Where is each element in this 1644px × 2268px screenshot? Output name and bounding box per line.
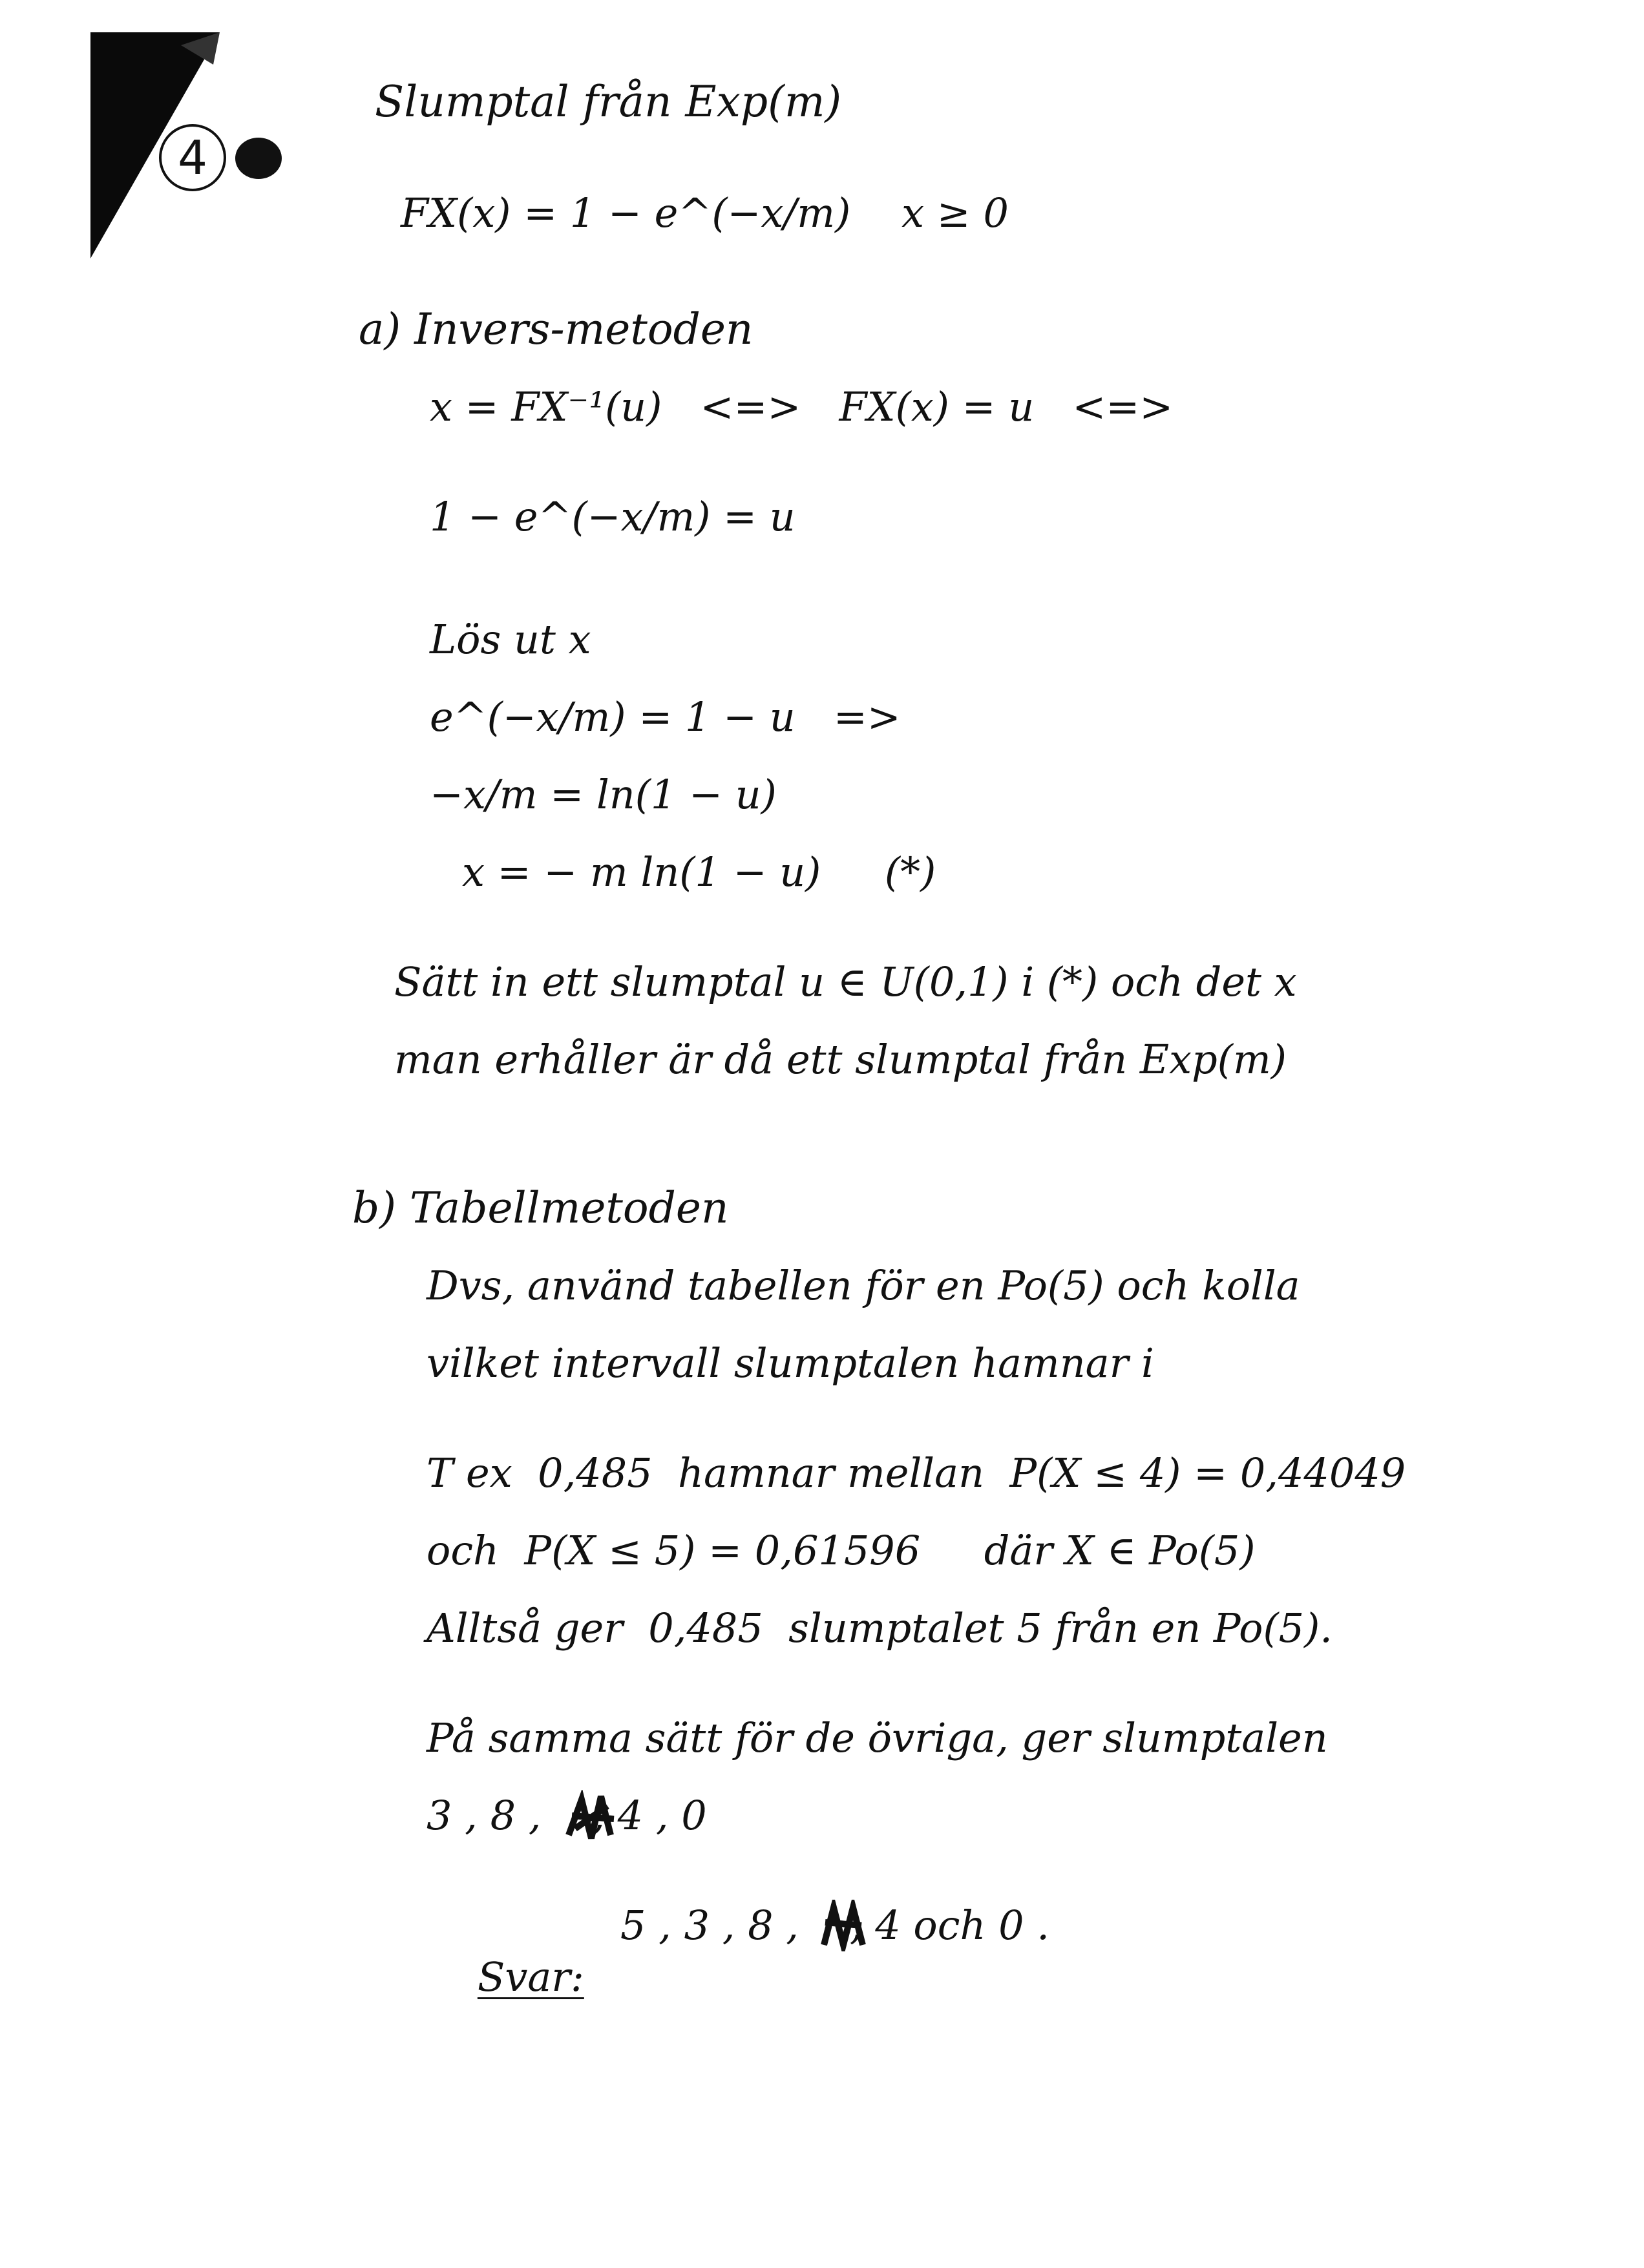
part-a-line-5: −x/m = ln(1 − u): [430, 771, 777, 818]
part-b-line-4: och P(X ≤ 5) = 0,61596 där X ∈ Po(5): [427, 1527, 1256, 1574]
part-b-line-3: T ex 0,485 hamnar mellan P(X ≤ 4) = 0,44049: [427, 1449, 1406, 1496]
answer-label-text: Svar:: [477, 1953, 584, 2000]
answer-value: 5 , 3 , 8 , , 4 och 0 .: [620, 1902, 1049, 1949]
scribbled-out-value-1: [562, 1790, 620, 1848]
answer-label: [427, 1900, 584, 2055]
part-a-line-1: x = FX⁻¹(u) <=> FX(x) = u <=>: [430, 383, 1174, 430]
part-b-line-7: 3 , 8 , , 4 , 0: [427, 1792, 707, 1839]
part-a-line-6: x = − m ln(1 − u) (*): [462, 848, 936, 896]
part-a-line-3: Lös ut x: [430, 616, 591, 663]
cdf-formula: FX(x) = 1 − e^(−x/m) x ≥ 0: [401, 189, 1009, 236]
part-a-line-4: e^(−x/m) = 1 − u =>: [430, 693, 901, 740]
part-b-line-6: På samma sätt för de övriga, ger slumptalen: [427, 1714, 1328, 1761]
part-b-heading: b) Tabellmetoden: [352, 1183, 729, 1233]
part-b-line-2: vilket intervall slumptalen hamnar i: [427, 1339, 1154, 1387]
part-a-conclusion-1: Sätt in ett slumptal u ∈ U(0,1) i (*) och det x: [394, 958, 1297, 1005]
part-a-conclusion-2: man erhåller är då ett slumptal från Exp(m): [394, 1036, 1287, 1083]
part-b-line-1: Dvs, använd tabellen för en Po(5) och kolla: [427, 1262, 1300, 1309]
ink-blot: [233, 132, 284, 184]
scribbled-out-value-2: [817, 1900, 869, 1951]
page-number: 4: [178, 131, 207, 185]
part-a-heading: a) Invers-metoden: [359, 304, 754, 354]
part-a-line-2: 1 − e^(−x/m) = u: [430, 493, 796, 540]
title: Slumptal från Exp(m): [375, 77, 842, 127]
part-b-line-5: Alltså ger 0,485 slumptalet 5 från en Po(5).: [427, 1604, 1333, 1652]
